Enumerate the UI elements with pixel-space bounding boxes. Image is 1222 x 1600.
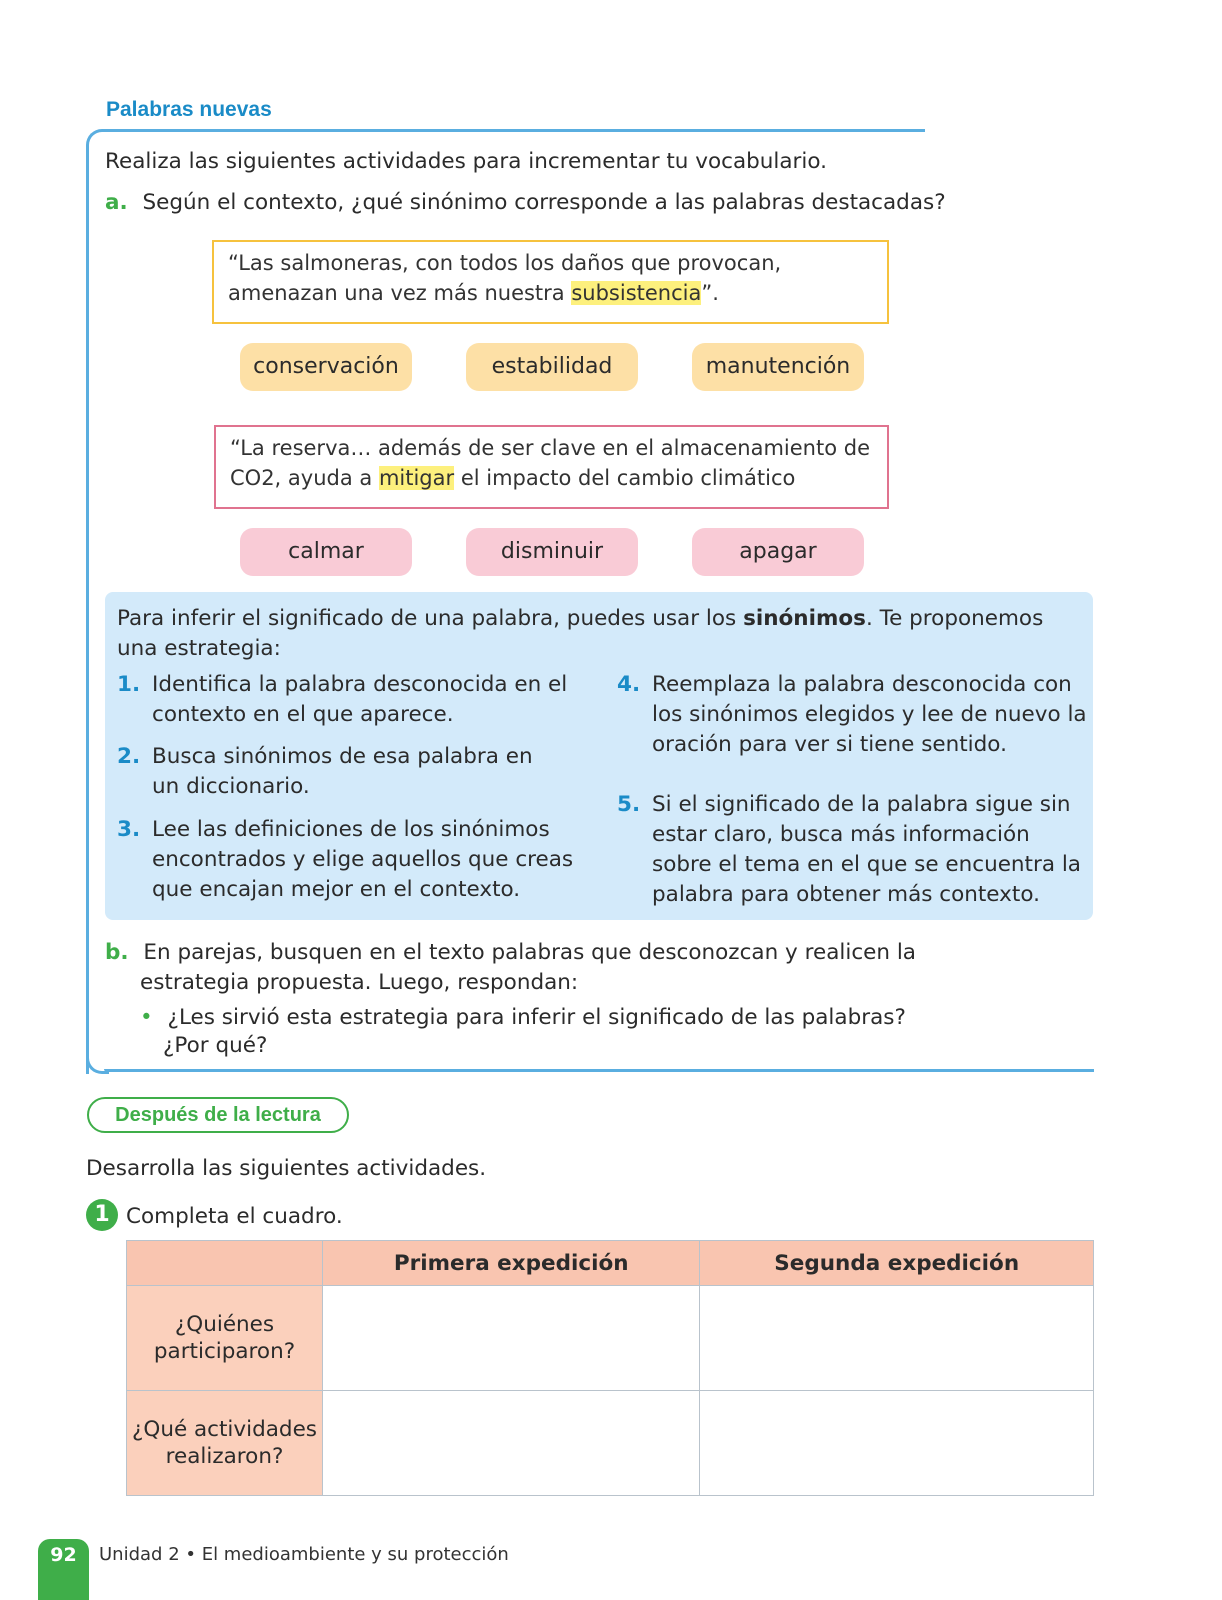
tip-intro-bold: sinónimos (743, 606, 866, 631)
row-header-line: ¿Qué actividades (131, 1417, 318, 1442)
step-text (152, 742, 533, 802)
strategy-step (117, 742, 587, 802)
row-header (127, 1286, 323, 1391)
step-line: los sinónimos elegidos y lee de nuevo la (652, 702, 1087, 727)
step-line: sobre el tema en el que se encuentra la (652, 852, 1081, 877)
activity-b-line-1: En parejas, busquen en el texto palabras que desconozcan y realicen la (143, 940, 916, 965)
expedition-table (126, 1240, 1094, 1496)
activity-a-letter: a. (105, 190, 128, 215)
answer-cell[interactable] (700, 1286, 1094, 1391)
section-title: Palabras nuevas (106, 98, 272, 121)
table-row (127, 1391, 1094, 1496)
tip-intro-before: Para inferir el significado de una palabra, puedes usar los (117, 606, 744, 631)
section-frame-bottom (104, 1069, 1094, 1072)
question-line-1: ¿Les sirvió esta estrategia para inferir el significado de las palabras? (167, 1005, 906, 1030)
answer-cell[interactable] (323, 1391, 700, 1496)
step-line: oración para ver si tiene sentido. (652, 732, 1007, 757)
row-header-line: ¿Quiénes (174, 1312, 275, 1337)
quote-2-after: el impacto del cambio climático (454, 466, 796, 490)
step-number: 3. (117, 817, 141, 842)
tip-intro-line-2: una estrategia: (117, 636, 281, 661)
quote-1-before: amenazan una vez más nuestra (228, 281, 572, 305)
answer-cell[interactable] (323, 1286, 700, 1391)
step-text (652, 790, 1081, 910)
page-number: 92 (50, 1544, 77, 1566)
option-chip[interactable]: disminuir (466, 528, 638, 576)
step-line: Identifica la palabra desconocida en el (152, 672, 568, 697)
table-header-row (127, 1241, 1094, 1286)
step-number: 1. (117, 672, 141, 697)
step-line: Lee las definiciones de los sinónimos (152, 817, 550, 842)
table-row (127, 1286, 1094, 1391)
step-line: contexto en el que aparece. (152, 702, 454, 727)
step-line: encontrados y elige aquellos que creas (152, 847, 574, 872)
highlighted-word-subsistencia: subsistencia (571, 281, 702, 305)
after-reading-label: Después de la lectura (87, 1097, 349, 1133)
quote-2-line-1: “La reserva… además de ser clave en el almacenamiento de (230, 436, 870, 460)
bullet-icon: • (140, 1005, 153, 1030)
activity-b-question (140, 1003, 906, 1033)
quote-2-before: CO2, ayuda a (230, 466, 379, 490)
answer-cell[interactable] (700, 1391, 1094, 1496)
tip-intro (117, 604, 1043, 634)
activity-b-line-2: estrategia propuesta. Luego, respondan: (140, 970, 579, 995)
strategy-step (117, 815, 587, 905)
after-reading-instruction: Desarrolla las siguientes actividades. (86, 1156, 487, 1181)
question-line-2: ¿Por qué? (163, 1033, 268, 1058)
step-line: palabra para obtener más contexto. (652, 882, 1040, 907)
activity-b-letter: b. (105, 940, 129, 965)
table-header-first: Primera expedición (323, 1241, 700, 1286)
activity-a (105, 188, 946, 218)
strategy-step (117, 670, 587, 730)
option-chip[interactable]: apagar (692, 528, 864, 576)
row-header-line: participaron? (153, 1339, 296, 1364)
row-header-line: realizaron? (165, 1444, 284, 1469)
activity-b (105, 938, 916, 968)
task-number-badge: 1 (86, 1199, 118, 1231)
option-chip[interactable]: conservación (240, 343, 412, 391)
step-line: estar claro, busca más información (652, 822, 1030, 847)
table-header-second: Segunda expedición (700, 1241, 1094, 1286)
option-chip[interactable]: calmar (240, 528, 412, 576)
step-number: 5. (617, 792, 641, 817)
step-text (152, 815, 573, 905)
option-chip[interactable]: manutención (692, 343, 864, 391)
step-line: que encajan mejor en el contexto. (152, 877, 521, 902)
step-text (652, 670, 1087, 760)
quote-1-line-2 (228, 278, 873, 308)
quote-box-1 (212, 240, 889, 324)
step-number: 4. (617, 672, 641, 697)
strategy-step (617, 670, 1087, 760)
step-line: Busca sinónimos de esa palabra en (152, 744, 533, 769)
row-header (127, 1391, 323, 1496)
step-line: un diccionario. (152, 774, 310, 799)
step-number: 2. (117, 744, 141, 769)
tip-intro-after: . Te proponemos (865, 606, 1044, 631)
highlighted-word-mitigar: mitigar (378, 466, 455, 490)
quote-2-line-2 (230, 463, 873, 493)
step-line: Si el significado de la palabra sigue sin (652, 792, 1071, 817)
step-line: Reemplaza la palabra desconocida con (652, 672, 1072, 697)
footer-unit-text: Unidad 2 • El medioambiente y su protección (99, 1544, 509, 1565)
table-header-empty (127, 1241, 323, 1286)
quote-1-line-1: “Las salmoneras, con todos los daños que provocan, (228, 251, 782, 275)
quote-box-2 (214, 425, 889, 509)
intro-text: Realiza las siguientes actividades para incrementar tu vocabulario. (105, 149, 827, 174)
strategy-step (617, 790, 1087, 910)
step-text (152, 670, 567, 730)
quote-1-after: ”. (701, 281, 719, 305)
option-chip[interactable]: estabilidad (466, 343, 638, 391)
activity-a-text: Según el contexto, ¿qué sinónimo corresponde a las palabras destacadas? (142, 190, 946, 215)
task-text: Completa el cuadro. (126, 1204, 343, 1229)
